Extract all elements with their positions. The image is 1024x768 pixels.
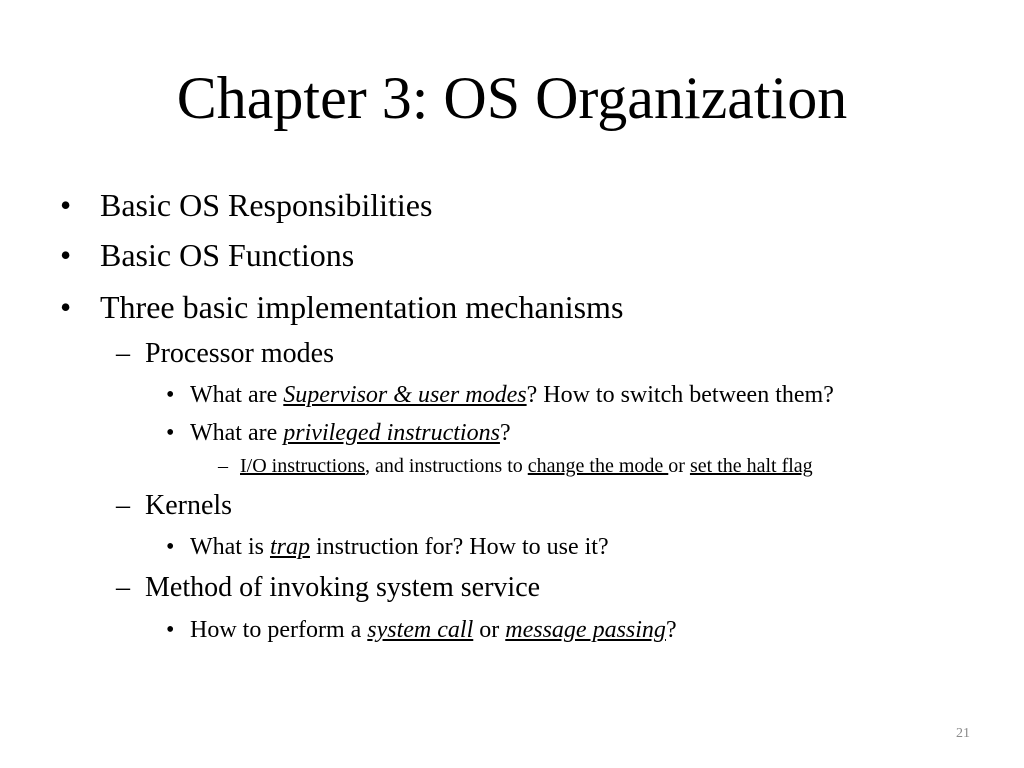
page-number: 21 bbox=[956, 726, 970, 741]
text-fragment: , and instructions to bbox=[365, 455, 528, 477]
level4-bullet-text bbox=[240, 454, 813, 478]
dash-glyph: – bbox=[116, 572, 130, 603]
underlined-term: set the halt flag bbox=[689, 455, 813, 477]
emphasis-link: trap bbox=[269, 534, 310, 560]
sub-sub-bullet-text bbox=[190, 418, 511, 448]
dash-glyph: – bbox=[218, 455, 228, 477]
underlined-term: I/O instructions bbox=[240, 455, 365, 477]
bullet-glyph: • bbox=[166, 534, 175, 560]
text-fragment: ? bbox=[499, 420, 511, 446]
sub-sub-bullet-text bbox=[190, 380, 834, 410]
text-fragment: How to perform a bbox=[190, 617, 368, 643]
emphasis-link: Supervisor & user modes bbox=[283, 382, 527, 408]
bullet-glyph: • bbox=[166, 617, 175, 643]
bullet-glyph: • bbox=[60, 187, 72, 223]
text-fragment: What are bbox=[190, 420, 284, 446]
text-fragment: instruction for? How to use it? bbox=[310, 534, 609, 560]
text-fragment: ? bbox=[665, 617, 677, 643]
bullet-glyph: • bbox=[60, 237, 72, 273]
underlined-term: change the mode bbox=[527, 455, 669, 477]
text-fragment: or bbox=[473, 617, 506, 643]
sub-bullet-text: Method of invoking system service bbox=[145, 572, 541, 603]
text-fragment: ? How to switch between them? bbox=[526, 382, 834, 408]
emphasis-link: system call bbox=[367, 617, 474, 643]
bullet-text: Three basic implementation mechanisms bbox=[100, 289, 624, 325]
emphasis-link: message passing bbox=[505, 617, 666, 643]
dash-glyph: – bbox=[116, 338, 130, 369]
dash-glyph: – bbox=[116, 490, 130, 521]
slide-title: Chapter 3: OS Organization bbox=[176, 65, 848, 131]
bullet-glyph: • bbox=[166, 420, 175, 446]
bullet-glyph: • bbox=[60, 289, 72, 325]
text-fragment: What is bbox=[190, 534, 270, 560]
text-fragment: What are bbox=[190, 382, 284, 408]
sub-sub-bullet-text bbox=[190, 532, 609, 562]
bullet-text: Basic OS Functions bbox=[100, 237, 355, 273]
sub-sub-bullet-text bbox=[190, 615, 677, 645]
sub-bullet-text: Processor modes bbox=[145, 338, 334, 369]
bullet-text: Basic OS Responsibilities bbox=[100, 187, 433, 223]
bullet-glyph: • bbox=[166, 382, 175, 408]
text-fragment: or bbox=[668, 455, 690, 477]
sub-bullet-text: Kernels bbox=[145, 490, 233, 521]
emphasis-link: privileged instructions bbox=[283, 420, 500, 446]
